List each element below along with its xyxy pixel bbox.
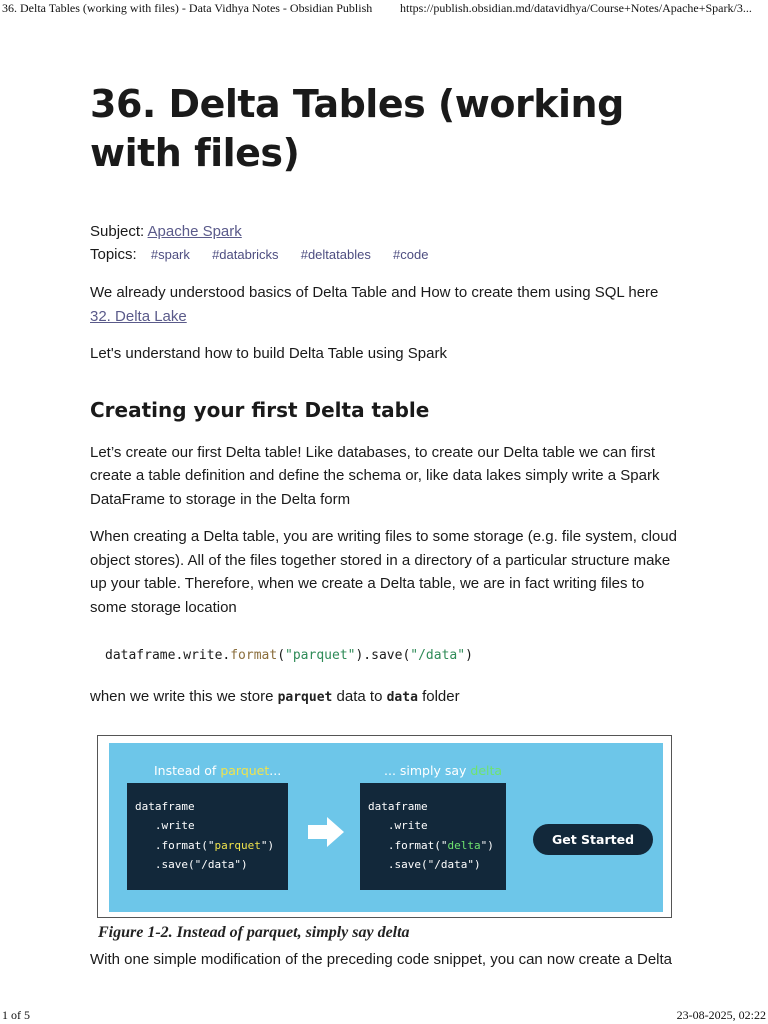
store-paragraph <box>90 685 680 710</box>
store-text: folder <box>417 688 460 705</box>
print-date: 23-08-2025, 02:22 <box>676 1008 766 1022</box>
intro-paragraph <box>90 281 680 328</box>
figure-label-left <box>154 763 281 778</box>
code-token-string: "/data" <box>410 648 466 663</box>
page-title: 36. Delta Tables (working with files) <box>90 82 624 175</box>
figure-label-text: Instead of <box>154 762 221 778</box>
store-text: data to <box>332 688 387 705</box>
print-header-url: https://publish.obsidian.md/datavidhya/Course+Notes/Apache+Spark/3... <box>400 1 752 15</box>
subject-link[interactable]: Apache Spark <box>147 223 242 240</box>
get-started-button-image: Get Started <box>533 824 653 855</box>
inline-code-data: data <box>386 690 418 705</box>
figure-code-line: .write <box>368 819 428 832</box>
delta-lake-link[interactable]: 32. Delta Lake <box>90 307 187 325</box>
figure-code-line: dataframe <box>368 799 428 813</box>
topics-row <box>90 243 680 266</box>
tag-deltatables[interactable]: #deltatables <box>300 247 371 262</box>
inline-code-parquet: parquet <box>277 690 333 705</box>
subject-label: Subject: <box>90 223 145 240</box>
subject-row <box>90 220 680 243</box>
note-content <box>90 80 680 975</box>
code-token: ) <box>465 648 473 663</box>
print-header-title: 36. Delta Tables (working with files) - Data Vidhya Notes - Obsidian Publish <box>2 1 373 15</box>
store-text: when we write this we store <box>90 688 278 705</box>
print-header <box>0 0 768 18</box>
tag-databricks[interactable]: #databricks <box>212 247 279 262</box>
figure-code-delta <box>360 783 506 890</box>
tag-spark[interactable]: #spark <box>150 247 190 262</box>
code-token-function: format <box>230 648 278 663</box>
figure-code-line: ") <box>260 838 275 852</box>
figure-code-parquet <box>127 783 288 890</box>
figure-label-highlight: parquet <box>220 762 270 778</box>
code-token: ( <box>277 648 286 663</box>
figure-image <box>97 735 672 918</box>
figure-label-highlight: delta <box>470 762 503 778</box>
truncated-paragraph: With one simple modification of the preceding code snippet, you can now create a Delta <box>90 950 672 968</box>
code-token: dataframe.write. <box>105 648 231 663</box>
writing-paragraph: When creating a Delta table, you are writing files to some storage (e.g. file system, cloud object stores). All of the files together stored in a directory of a particular structure make up your table. Therefore, when we create a Delta table, we are in fact writing files to some storage location <box>90 528 677 616</box>
figure-code-line: .write <box>135 819 195 832</box>
topics-label: Topics: <box>90 246 137 263</box>
page-number: 1 of 5 <box>2 1008 30 1022</box>
tag-code[interactable]: #code <box>393 247 429 262</box>
figure-label-text: ... <box>269 762 282 778</box>
figure-label-right <box>384 763 502 778</box>
figure-code-line: .format(" <box>368 838 448 852</box>
arrow-right-icon <box>308 816 344 848</box>
figure-code-line: .save("/data") <box>368 858 481 871</box>
print-footer <box>0 1008 768 1024</box>
intro-text: We already understood basics of Delta Table and How to create them using SQL here <box>90 284 659 301</box>
code-token-string: "parquet" <box>285 648 356 663</box>
note-meta <box>90 220 680 266</box>
figure-code-line: .save("/data") <box>135 858 248 871</box>
code-block <box>90 643 680 669</box>
create-paragraph: Let’s create our first Delta table! Like databases, to create our Delta table we can first create a table definition and define the schema or, like data lakes simply write a Spark DataFrame to storage in the Delta form <box>90 443 660 508</box>
figure-banner <box>109 743 663 912</box>
understand-paragraph: Let's understand how to build Delta Table using Spark <box>90 345 447 362</box>
section-heading: Creating your first Delta table <box>90 397 430 422</box>
figure-code-highlight: delta <box>447 838 481 852</box>
figure-code-line: ") <box>480 838 494 852</box>
figure-caption: Figure 1-2. Instead of parquet, simply say delta <box>98 923 410 941</box>
figure-label-text: ... simply say <box>384 762 471 778</box>
figure-code-line: .format(" <box>135 838 215 852</box>
code-token: ).save( <box>355 648 411 663</box>
figure-code-line: dataframe <box>135 799 195 813</box>
figure-code-highlight: parquet <box>214 838 261 852</box>
